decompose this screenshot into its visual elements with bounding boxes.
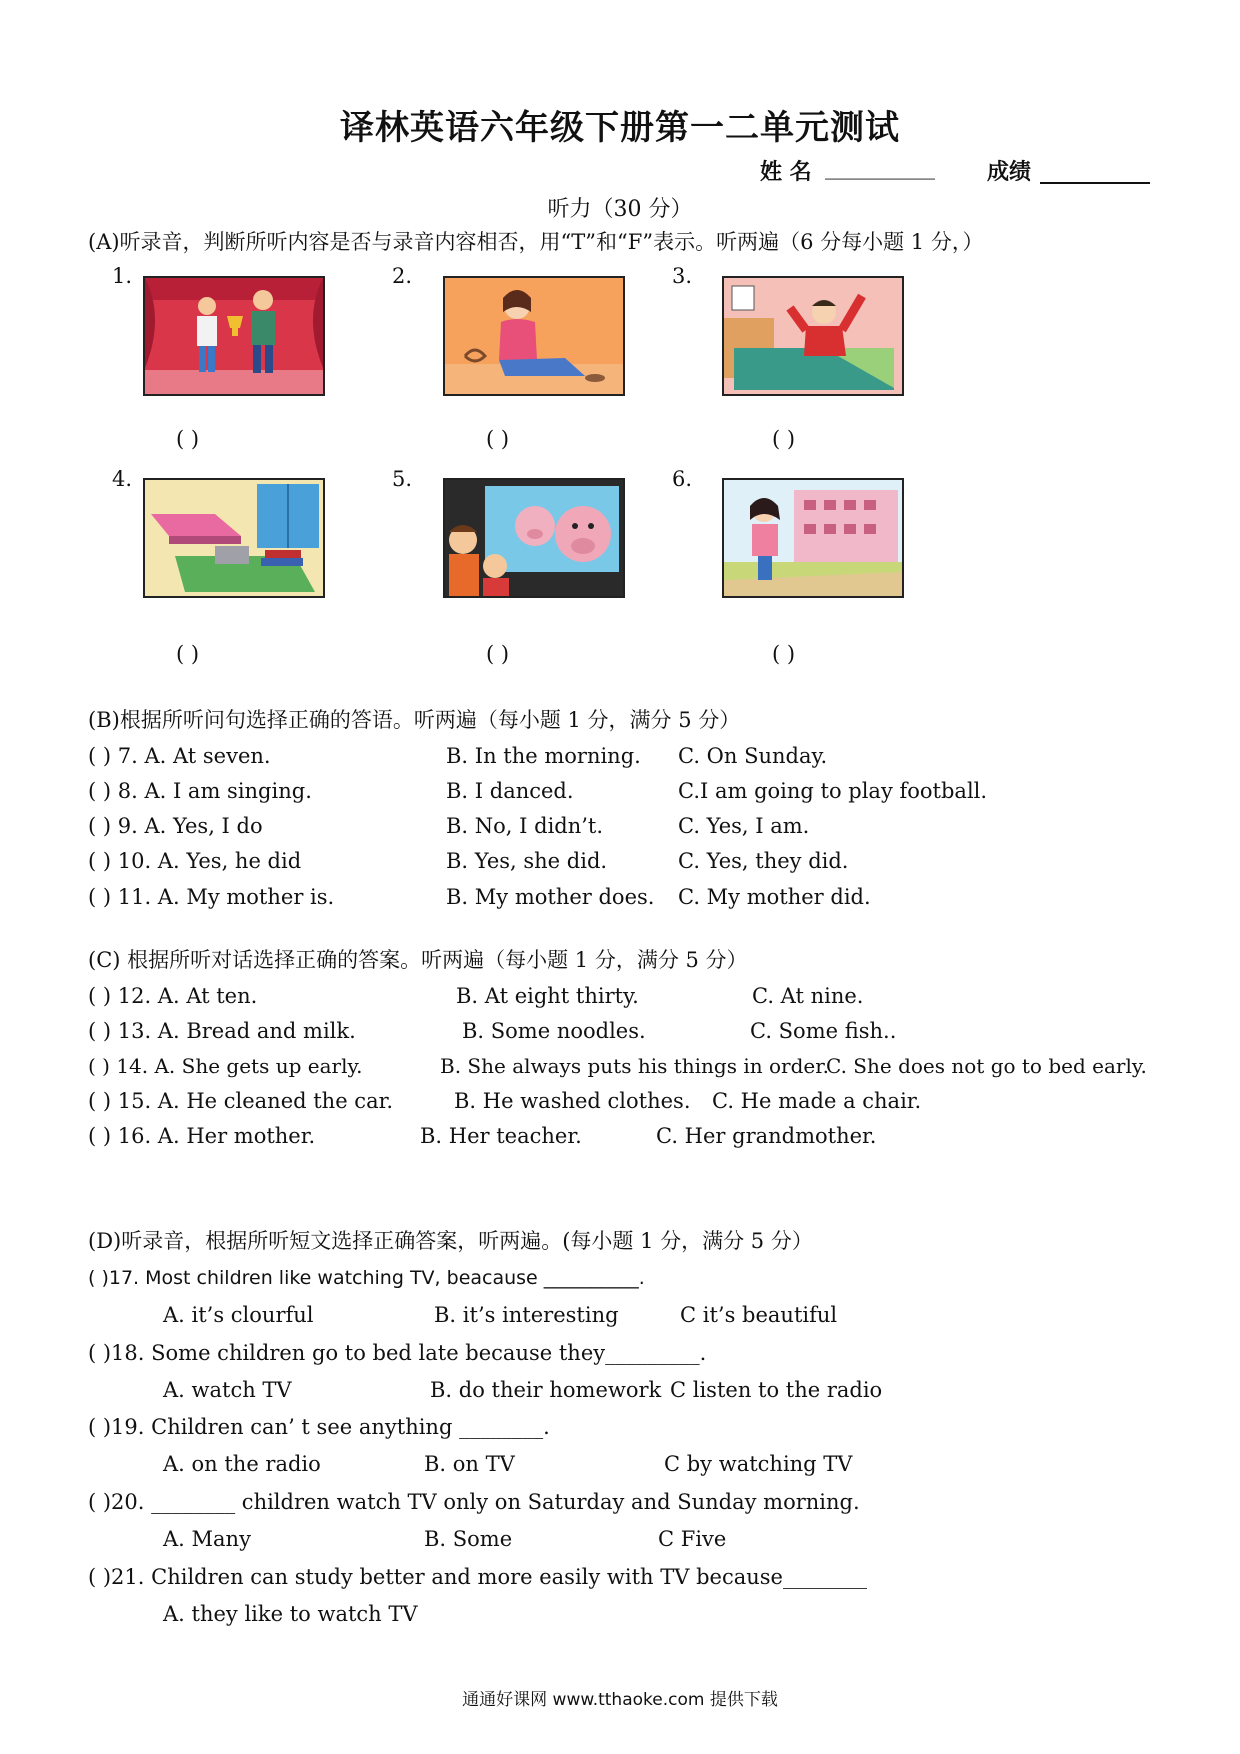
question-8: ( ) 8. A. I am singing. (88, 779, 312, 803)
question-7: ( ) 7. A. At seven. (88, 744, 271, 768)
question-14-option-b: B. She always puts his things in order. (440, 1054, 829, 1078)
question-17: ( )17. Most children like watching TV, beacause __________. (88, 1267, 645, 1289)
picture-watching-tv (443, 478, 625, 598)
question-9: ( ) 9. A. Yes, I do (88, 814, 263, 838)
picture-award-ceremony (143, 276, 325, 396)
question-20-option-a: A. Many (163, 1527, 251, 1551)
question-14-option-c: C. She does not go to bed early. (826, 1054, 1147, 1078)
question-12: ( ) 12. A. At ten. (88, 984, 258, 1008)
question-14: ( ) 14. A. She gets up early. (88, 1054, 363, 1078)
question-16-option-b: B. Her teacher. (420, 1124, 582, 1148)
answer-paren-5[interactable]: ( ) (486, 642, 510, 666)
name-label: 姓 名 (760, 159, 812, 185)
score-blank (1040, 182, 1150, 184)
question-7-option-c: C. On Sunday. (678, 744, 828, 768)
question-9-option-b: B. No, I didn’t. (446, 814, 604, 838)
part-a-instruction: (A)听录音，判断所听内容是否与录音内容相否，用“T”和“F”表示。听两遍（6 分每小题 1 分，） (88, 230, 984, 254)
question-10: ( ) 10. A. Yes, he did (88, 849, 302, 873)
page-title: 译林英语六年级下册第一二单元测试 (340, 108, 900, 148)
question-number-5: 5. (392, 467, 413, 491)
score-label: 成绩 (987, 159, 1032, 185)
question-16-option-c: C. Her grandmother. (656, 1124, 877, 1148)
question-19-option-c: C by watching TV (664, 1452, 853, 1476)
question-13-option-b: B. Some noodles. (462, 1019, 646, 1043)
answer-paren-4[interactable]: ( ) (176, 642, 200, 666)
part-c-instruction: (C) 根据所听对话选择正确的答案。听两遍（每小题 1 分，满分 5 分） (88, 948, 748, 972)
question-18: ( )18. Some children go to bed late because they_________. (88, 1341, 707, 1365)
question-19-option-a: A. on the radio (163, 1452, 321, 1476)
question-20-option-c: C Five (658, 1527, 727, 1551)
picture-bedroom (143, 478, 325, 598)
question-15-option-c: C. He made a chair. (712, 1089, 922, 1113)
question-10-option-c: C. Yes, they did. (678, 849, 849, 873)
question-20-option-b: B. Some (424, 1527, 513, 1551)
question-19: ( )19. Children can’ t see anything ________. (88, 1415, 550, 1439)
question-number-6: 6. (672, 467, 693, 491)
question-17-option-b: B. it’s interesting (434, 1303, 619, 1327)
part-d-instruction: (D)听录音，根据所听短文选择正确答案，听两遍。(每小题 1 分，满分 5 分） (88, 1229, 813, 1253)
answer-paren-2[interactable]: ( ) (486, 427, 510, 451)
picture-girl-going-to-school (722, 478, 904, 598)
question-21-option-a: A. they like to watch TV (163, 1602, 418, 1626)
question-12-option-b: B. At eight thirty. (456, 984, 639, 1008)
question-11: ( ) 11. A. My mother is. (88, 885, 335, 909)
question-8-option-b: B. I danced. (446, 779, 574, 803)
answer-paren-3[interactable]: ( ) (772, 427, 796, 451)
question-7-option-b: B. In the morning. (446, 744, 641, 768)
question-17-option-a: A. it’s clourful (163, 1303, 314, 1327)
question-19-option-b: B. on TV (424, 1452, 515, 1476)
question-10-option-b: B. Yes, she did. (446, 849, 608, 873)
question-18-option-a: A. watch TV (163, 1378, 292, 1402)
question-15-option-b: B. He washed clothes. (454, 1089, 691, 1113)
question-20: ( )20. ________ children watch TV only on Saturday and Sunday morning. (88, 1490, 860, 1514)
part-b-instruction: (B)根据所听问句选择正确的答语。听两遍（每小题 1 分，满分 5 分） (88, 708, 741, 732)
section-title: 听力（30 分） (547, 197, 693, 222)
question-12-option-c: C. At nine. (752, 984, 864, 1008)
question-21: ( )21. Children can study better and more easily with TV because________ (88, 1565, 867, 1589)
answer-paren-1[interactable]: ( ) (176, 427, 200, 451)
question-number-3: 3. (672, 264, 693, 288)
question-17-option-c: C it’s beautiful (680, 1303, 838, 1327)
question-11-option-b: B. My mother does. (446, 885, 655, 909)
question-13-option-c: C. Some fish.. (750, 1019, 897, 1043)
footer-credit: 通通好课网 www.tthaoke.com 提供下载 (462, 1690, 778, 1710)
picture-injured-girl (443, 276, 625, 396)
question-9-option-c: C. Yes, I am. (678, 814, 810, 838)
question-11-option-c: C. My mother did. (678, 885, 871, 909)
question-number-2: 2. (392, 264, 413, 288)
name-blank: __________ (825, 155, 935, 180)
question-number-1: 1. (112, 264, 133, 288)
question-18-option-c: C listen to the radio (670, 1378, 883, 1402)
question-15: ( ) 15. A. He cleaned the car. (88, 1089, 393, 1113)
question-8-option-c: C.I am going to play football. (678, 779, 988, 803)
question-number-4: 4. (112, 467, 133, 491)
question-16: ( ) 16. A. Her mother. (88, 1124, 316, 1148)
picture-boy-waking-up (722, 276, 904, 396)
question-13: ( ) 13. A. Bread and milk. (88, 1019, 356, 1043)
question-18-option-b: B. do their homework (430, 1378, 662, 1402)
answer-paren-6[interactable]: ( ) (772, 642, 796, 666)
